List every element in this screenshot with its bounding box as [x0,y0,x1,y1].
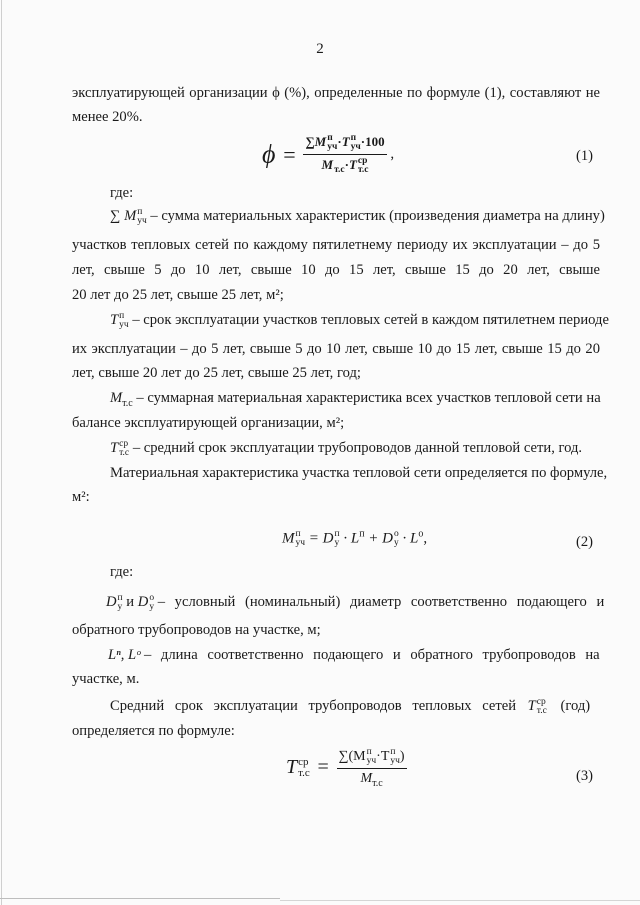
eq3-num-M-sup: п [366,747,372,757]
para3-scripts [537,698,547,716]
page-number: 2 [316,41,324,57]
definition-sum-M [110,207,605,226]
eq2-D2: + D [364,530,394,547]
eq1-den-T-scripts [358,157,369,175]
eq2-lhs-sup: п [295,529,301,539]
def6-text-2: участке, м. [72,671,140,687]
scan-bottom-rule [0,898,280,899]
intro-line-1: эксплуатирующей организации ϕ (%), определенные по формуле (1), составляют не [72,85,600,101]
eq1-num-T-sub: уч [350,142,361,153]
eq3-num-M-sub: уч [366,756,377,766]
def3-text-2: балансе эксплуатирующей организации, м²; [72,415,345,431]
eq3-fraction [337,748,407,787]
def4-sup: ср [119,438,129,449]
para3-sup: ср [536,696,546,707]
eq2-D1: = D [308,530,334,547]
equation-3-number: (3) [576,768,594,784]
eq3-den-sub: т.с [372,777,383,789]
eq2-L2-sup: о [418,528,424,540]
eq3-num-M-scripts [367,748,377,766]
eq1-comma: , [390,146,395,163]
def5-D1-scripts [118,594,123,612]
eq1-den-M-scripts [334,157,345,175]
definition-M-ts [110,389,601,407]
para3-sub: т.с [536,705,547,716]
def4-scripts [119,440,129,458]
def1-text-3: лет, свыше 5 до 10 лет, свыше 10 до 15 лет, свыше 15 до 20 лет, свыше [72,262,600,278]
eq1-sum-sign: ∑ [305,134,315,149]
eq3-numerator [337,748,407,769]
eq1-fraction [303,134,386,175]
def1-sum-sign: ∑ [110,208,121,224]
eq1-num-T-sup: п [350,133,357,144]
eq1-lhs: ϕ [262,139,276,169]
eq1-num-M: M [314,134,327,149]
eq3-lhs: T [286,756,298,778]
def5-D1-sup: п [117,592,123,603]
equation-3 [286,748,407,787]
para3-line-2: определяется по формуле: [72,723,235,739]
def5-text-1: – условный (номинальный) диаметр соответственно подающего и [157,594,605,610]
def5-D2-scripts [149,594,154,612]
definition-T-ts [110,439,582,458]
eq3-den-M: M [360,771,373,786]
def1-text-1: – сумма материальных характеристик (произведения диаметра на длину) [150,208,605,224]
eq3-lhs-sup: ср [298,755,309,768]
def5-D1-sub: у [117,601,123,612]
eq2-L1-sup: п [359,528,365,540]
def1-sub: уч [137,215,147,226]
def4-sub: т.с [119,447,130,458]
def4-text-1: – средний срок эксплуатации трубопроводов данной тепловой сети, год. [132,440,583,456]
def1-sup: п [137,206,143,217]
eq1-denominator: M т.с ·T ср т.с [321,156,369,176]
para3-symbol: T [527,698,536,714]
eq3-num-T-scripts [390,748,400,766]
eq3-num-close: ) [399,749,405,765]
def2-sub: уч [119,319,129,330]
eq2-D2-sub: у [394,538,399,548]
eq2-D2-sup: о [394,529,399,539]
equation-1-number: (1) [576,148,594,164]
eq2-D1-sup: п [334,529,340,539]
definition-D [106,592,605,612]
eq1-num-M-sup: п [327,133,333,144]
def6-symbol: Lⁿ, Lᵒ [108,647,141,663]
equation-2-number: (2) [576,534,594,550]
equation-1 [262,134,394,175]
scan-edge [1,0,2,905]
eq1-numerator: ∑M п уч ·T п уч ·100 [303,134,386,155]
def2-text-2: их эксплуатации – до 5 лет, свыше 5 до 10 лет, свыше 10 до 15 лет, свыше 15 до 20 [72,341,600,357]
eq3-num-open: ∑(M [338,749,366,765]
eq2-L1: · L [339,530,360,547]
eq3-denominator [337,769,407,787]
para3-text-a: Средний срок эксплуатации трубопроводов тепловых сетей [110,698,517,714]
eq3-num-T: ·T [376,749,390,765]
eq1-den-T-sup: ср [357,156,368,167]
def5-D2-sup: о [149,592,155,603]
def3-text-1: – суммарная материальная характеристика всех участков тепловой сети на [136,390,601,406]
eq2-L2: · L [398,530,419,547]
def4-symbol: T [110,440,119,456]
def5-and: и [126,594,135,610]
eq1-den-M-sub: т.с [334,165,345,176]
eq3-lhs-scripts [298,757,310,779]
eq3-num-T-sub: уч [390,756,400,766]
eq1-num-M-scripts [327,134,337,152]
def5-D2: D [137,594,149,610]
para2-line-1: Материальная характеристика участка тепловой сети определяется по формуле, [110,465,608,481]
eq2-lhs-scripts [296,530,306,548]
def3-symbol: M [110,390,123,406]
definition-L [108,646,600,664]
def3-sub: т.с [122,397,133,409]
eq3-num-T-sup: п [390,747,396,757]
def2-text-1: – срок эксплуатации участков тепловых сетей в каждом пятилетнем периоде [132,312,609,328]
def1-text-2: участков тепловых сетей по каждому пятилетнему периоду их эксплуатации – до 5 [72,237,600,253]
def1-text-4: 20 лет до 25 лет, свыше 25 лет, м²; [72,287,284,303]
eq2-lhs-M: M [282,530,295,547]
where-label-2: где: [110,564,134,580]
definition-T-uch [110,311,609,330]
para3-text-b: (год) [560,698,591,714]
eq2-D1-sub: у [334,538,340,548]
eq2-lhs-sub: уч [295,538,306,548]
eq2-comma: , [423,530,428,547]
eq1-num-M-sub: уч [327,142,338,153]
eq1-den-T-sub: т.с [357,165,369,176]
para3-line-1 [110,697,590,716]
def2-scripts [119,312,129,330]
eq1-num-T-scripts [351,134,361,152]
def1-symbol: M [124,208,137,224]
def1-scripts [137,208,147,226]
def2-text-3: лет, свыше 20 лет до 25 лет, свыше 25 лет, год; [72,365,361,381]
def2-symbol: T [110,312,119,328]
def5-D1: D [106,594,117,610]
eq1-den-T: T [348,157,357,173]
eq1-equals: = [283,141,296,167]
para2-line-2: м²: [72,489,90,505]
def5-text-2: обратного трубопроводов на участке, м; [72,622,321,638]
intro-line-2: менее 20%. [72,109,143,125]
where-label-1: где: [110,185,134,201]
def2-sup: п [119,310,125,321]
eq3-equals: = [317,756,329,778]
eq1-num-factor: ·100 [360,134,385,149]
def6-text-1: – длина соответственно подающего и обратного трубопроводов на [143,647,600,663]
eq3-lhs-sub: т.с [298,766,310,779]
equation-2 [282,530,427,548]
eq1-num-T: T [341,134,350,149]
def5-D2-sub: у [149,601,155,612]
eq1-den-M: M [321,157,334,173]
scan-bottom-rule-2 [280,900,640,901]
